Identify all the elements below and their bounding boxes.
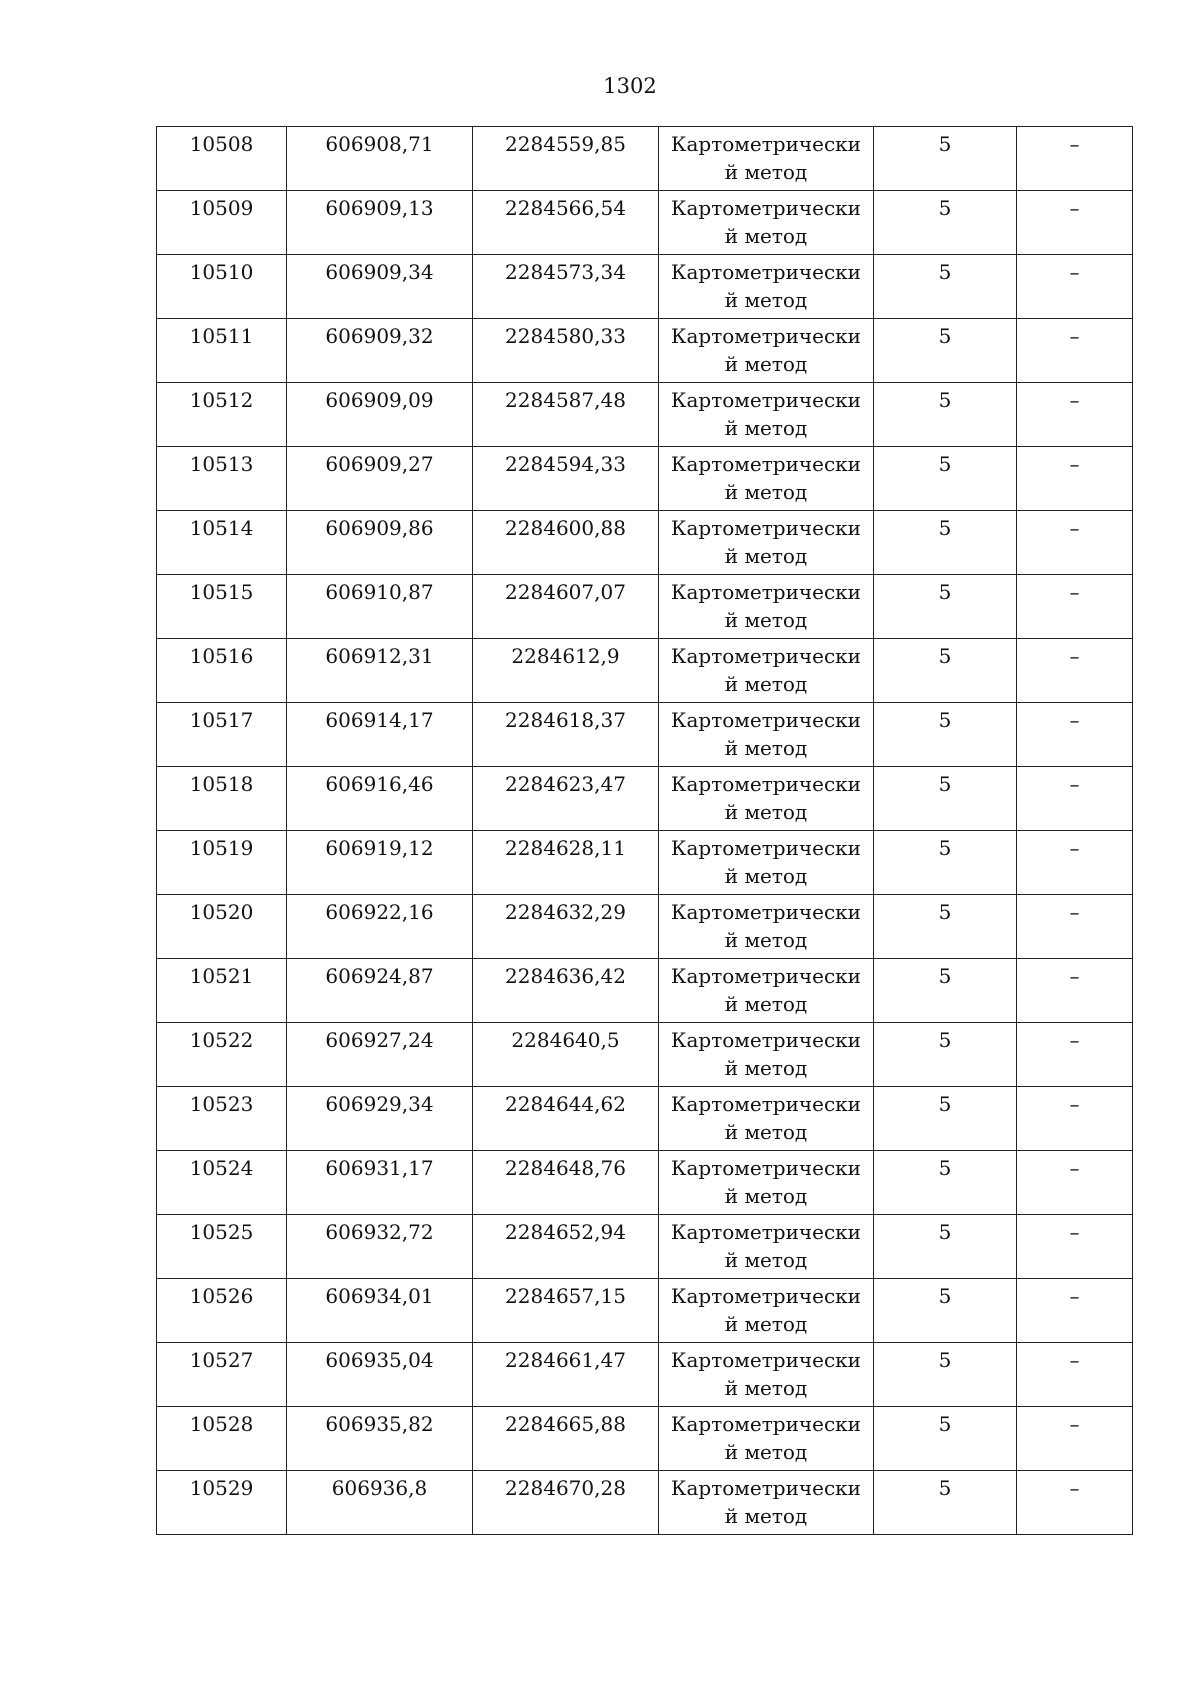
note-cell-text: –	[1069, 1092, 1080, 1116]
y-coordinate-cell-text: 2284665,88	[505, 1412, 626, 1436]
point-id-cell	[157, 383, 287, 447]
y-coordinate-cell	[473, 1343, 659, 1407]
note-cell	[1017, 127, 1133, 191]
accuracy-cell-text: 5	[938, 964, 952, 988]
x-coordinate-cell-text: 606935,82	[325, 1412, 434, 1436]
method-cell-text: Картометрически й метод	[671, 1412, 861, 1464]
accuracy-cell-text: 5	[938, 772, 952, 796]
note-cell	[1017, 639, 1133, 703]
accuracy-cell	[874, 1151, 1017, 1215]
y-coordinate-cell	[473, 1407, 659, 1471]
method-cell-text: Картометрически й метод	[671, 1028, 861, 1080]
accuracy-cell	[874, 1279, 1017, 1343]
accuracy-cell-text: 5	[938, 1476, 952, 1500]
x-coordinate-cell	[287, 511, 473, 575]
method-cell	[659, 959, 874, 1023]
note-cell-text: –	[1069, 516, 1080, 540]
accuracy-cell	[874, 575, 1017, 639]
point-id-cell	[157, 255, 287, 319]
accuracy-cell	[874, 255, 1017, 319]
method-cell	[659, 1343, 874, 1407]
x-coordinate-cell	[287, 1215, 473, 1279]
accuracy-cell-text: 5	[938, 1412, 952, 1436]
y-coordinate-cell	[473, 767, 659, 831]
x-coordinate-cell	[287, 703, 473, 767]
point-id-cell-text: 10508	[189, 132, 254, 156]
accuracy-cell-text: 5	[938, 644, 952, 668]
accuracy-cell	[874, 447, 1017, 511]
y-coordinate-cell-text: 2284652,94	[505, 1220, 626, 1244]
note-cell	[1017, 1087, 1133, 1151]
point-id-cell	[157, 1343, 287, 1407]
note-cell	[1017, 767, 1133, 831]
point-id-cell	[157, 127, 287, 191]
method-cell	[659, 1471, 874, 1535]
x-coordinate-cell-text: 606912,31	[325, 644, 434, 668]
method-cell-text: Картометрически й метод	[671, 388, 861, 440]
y-coordinate-cell	[473, 1023, 659, 1087]
y-coordinate-cell-text: 2284607,07	[505, 580, 626, 604]
note-cell	[1017, 1471, 1133, 1535]
table-row	[157, 1215, 1133, 1279]
accuracy-cell-text: 5	[938, 900, 952, 924]
table-row	[157, 191, 1133, 255]
point-id-cell-text: 10519	[189, 836, 254, 860]
note-cell-text: –	[1069, 644, 1080, 668]
x-coordinate-cell-text: 606932,72	[325, 1220, 434, 1244]
y-coordinate-cell-text: 2284640,5	[511, 1028, 620, 1052]
y-coordinate-cell-text: 2284623,47	[505, 772, 626, 796]
method-cell	[659, 1279, 874, 1343]
note-cell-text: –	[1069, 1476, 1080, 1500]
point-id-cell-text: 10516	[189, 644, 254, 668]
method-cell-text: Картометрически й метод	[671, 516, 861, 568]
x-coordinate-cell-text: 606908,71	[325, 132, 434, 156]
accuracy-cell	[874, 511, 1017, 575]
method-cell	[659, 767, 874, 831]
accuracy-cell-text: 5	[938, 388, 952, 412]
accuracy-cell	[874, 703, 1017, 767]
x-coordinate-cell-text: 606924,87	[325, 964, 434, 988]
point-id-cell-text: 10522	[189, 1028, 254, 1052]
note-cell-text: –	[1069, 964, 1080, 988]
table-row	[157, 1151, 1133, 1215]
x-coordinate-cell	[287, 1343, 473, 1407]
method-cell	[659, 511, 874, 575]
table-row	[157, 1407, 1133, 1471]
x-coordinate-cell	[287, 383, 473, 447]
note-cell-text: –	[1069, 1220, 1080, 1244]
note-cell-text: –	[1069, 1348, 1080, 1372]
method-cell-text: Картометрически й метод	[671, 1220, 861, 1272]
y-coordinate-cell-text: 2284587,48	[505, 388, 626, 412]
y-coordinate-cell	[473, 831, 659, 895]
x-coordinate-cell	[287, 319, 473, 383]
note-cell-text: –	[1069, 196, 1080, 220]
x-coordinate-cell	[287, 1279, 473, 1343]
accuracy-cell-text: 5	[938, 324, 952, 348]
y-coordinate-cell	[473, 383, 659, 447]
point-id-cell	[157, 1471, 287, 1535]
accuracy-cell	[874, 1215, 1017, 1279]
accuracy-cell	[874, 831, 1017, 895]
x-coordinate-cell-text: 606909,27	[325, 452, 434, 476]
method-cell-text: Картометрически й метод	[671, 452, 861, 504]
y-coordinate-cell-text: 2284559,85	[505, 132, 626, 156]
y-coordinate-cell-text: 2284648,76	[505, 1156, 626, 1180]
method-cell-text: Картометрически й метод	[671, 900, 861, 952]
x-coordinate-cell	[287, 1087, 473, 1151]
point-id-cell-text: 10527	[189, 1348, 254, 1372]
table-row	[157, 639, 1133, 703]
x-coordinate-cell-text: 606919,12	[325, 836, 434, 860]
method-cell-text: Картометрически й метод	[671, 1284, 861, 1336]
point-id-cell-text: 10517	[189, 708, 254, 732]
x-coordinate-cell	[287, 639, 473, 703]
accuracy-cell-text: 5	[938, 580, 952, 604]
accuracy-cell	[874, 319, 1017, 383]
method-cell-text: Картометрически й метод	[671, 1476, 861, 1528]
x-coordinate-cell-text: 606929,34	[325, 1092, 434, 1116]
y-coordinate-cell	[473, 1471, 659, 1535]
x-coordinate-cell	[287, 959, 473, 1023]
y-coordinate-cell	[473, 959, 659, 1023]
y-coordinate-cell-text: 2284594,33	[505, 452, 626, 476]
y-coordinate-cell	[473, 575, 659, 639]
note-cell-text: –	[1069, 324, 1080, 348]
method-cell	[659, 639, 874, 703]
point-id-cell-text: 10509	[189, 196, 254, 220]
point-id-cell	[157, 1087, 287, 1151]
x-coordinate-cell	[287, 767, 473, 831]
accuracy-cell-text: 5	[938, 1284, 952, 1308]
accuracy-cell-text: 5	[938, 1348, 952, 1372]
x-coordinate-cell	[287, 831, 473, 895]
point-id-cell-text: 10521	[189, 964, 254, 988]
accuracy-cell	[874, 1471, 1017, 1535]
accuracy-cell-text: 5	[938, 196, 952, 220]
note-cell-text: –	[1069, 452, 1080, 476]
accuracy-cell	[874, 895, 1017, 959]
accuracy-cell	[874, 767, 1017, 831]
accuracy-cell-text: 5	[938, 516, 952, 540]
method-cell-text: Картометрически й метод	[671, 1348, 861, 1400]
y-coordinate-cell-text: 2284644,62	[505, 1092, 626, 1116]
accuracy-cell-text: 5	[938, 1092, 952, 1116]
x-coordinate-cell-text: 606935,04	[325, 1348, 434, 1372]
method-cell	[659, 255, 874, 319]
accuracy-cell	[874, 1087, 1017, 1151]
point-id-cell	[157, 191, 287, 255]
point-id-cell-text: 10510	[189, 260, 254, 284]
accuracy-cell-text: 5	[938, 1156, 952, 1180]
y-coordinate-cell-text: 2284580,33	[505, 324, 626, 348]
table-row	[157, 1471, 1133, 1535]
y-coordinate-cell	[473, 703, 659, 767]
note-cell	[1017, 703, 1133, 767]
method-cell-text: Картометрически й метод	[671, 836, 861, 888]
y-coordinate-cell	[473, 255, 659, 319]
x-coordinate-cell	[287, 1151, 473, 1215]
y-coordinate-cell	[473, 639, 659, 703]
point-id-cell	[157, 639, 287, 703]
point-id-cell	[157, 511, 287, 575]
point-id-cell	[157, 831, 287, 895]
x-coordinate-cell-text: 606909,32	[325, 324, 434, 348]
accuracy-cell-text: 5	[938, 132, 952, 156]
x-coordinate-cell-text: 606914,17	[325, 708, 434, 732]
method-cell	[659, 319, 874, 383]
x-coordinate-cell-text: 606909,09	[325, 388, 434, 412]
method-cell	[659, 1407, 874, 1471]
table-row	[157, 127, 1133, 191]
page-number: 1302	[603, 74, 657, 98]
method-cell	[659, 127, 874, 191]
x-coordinate-cell	[287, 447, 473, 511]
accuracy-cell-text: 5	[938, 1220, 952, 1244]
point-id-cell	[157, 447, 287, 511]
accuracy-cell	[874, 1023, 1017, 1087]
coordinates-table-body	[157, 127, 1133, 1535]
method-cell	[659, 895, 874, 959]
method-cell-text: Картометрически й метод	[671, 260, 861, 312]
point-id-cell	[157, 959, 287, 1023]
point-id-cell-text: 10514	[189, 516, 254, 540]
method-cell-text: Картометрически й метод	[671, 132, 861, 184]
note-cell	[1017, 1215, 1133, 1279]
note-cell-text: –	[1069, 260, 1080, 284]
point-id-cell	[157, 1407, 287, 1471]
table-row	[157, 383, 1133, 447]
y-coordinate-cell-text: 2284612,9	[511, 644, 620, 668]
method-cell-text: Картометрически й метод	[671, 1092, 861, 1144]
method-cell	[659, 831, 874, 895]
method-cell	[659, 383, 874, 447]
note-cell	[1017, 1151, 1133, 1215]
y-coordinate-cell	[473, 191, 659, 255]
note-cell	[1017, 1343, 1133, 1407]
point-id-cell	[157, 575, 287, 639]
note-cell-text: –	[1069, 580, 1080, 604]
note-cell	[1017, 575, 1133, 639]
accuracy-cell	[874, 191, 1017, 255]
accuracy-cell-text: 5	[938, 836, 952, 860]
point-id-cell-text: 10520	[189, 900, 254, 924]
point-id-cell	[157, 1151, 287, 1215]
accuracy-cell	[874, 959, 1017, 1023]
note-cell	[1017, 831, 1133, 895]
method-cell	[659, 1087, 874, 1151]
point-id-cell-text: 10513	[189, 452, 254, 476]
note-cell-text: –	[1069, 836, 1080, 860]
point-id-cell	[157, 895, 287, 959]
point-id-cell-text: 10511	[189, 324, 254, 348]
x-coordinate-cell-text: 606909,13	[325, 196, 434, 220]
y-coordinate-cell-text: 2284636,42	[505, 964, 626, 988]
y-coordinate-cell	[473, 895, 659, 959]
table-row	[157, 703, 1133, 767]
accuracy-cell-text: 5	[938, 1028, 952, 1052]
note-cell	[1017, 319, 1133, 383]
note-cell-text: –	[1069, 1156, 1080, 1180]
note-cell	[1017, 1407, 1133, 1471]
note-cell	[1017, 447, 1133, 511]
note-cell-text: –	[1069, 1028, 1080, 1052]
x-coordinate-cell-text: 606909,86	[325, 516, 434, 540]
method-cell-text: Картометрически й метод	[671, 644, 861, 696]
y-coordinate-cell-text: 2284618,37	[505, 708, 626, 732]
accuracy-cell	[874, 1407, 1017, 1471]
point-id-cell-text: 10518	[189, 772, 254, 796]
y-coordinate-cell-text: 2284566,54	[505, 196, 626, 220]
y-coordinate-cell-text: 2284670,28	[505, 1476, 626, 1500]
table-row	[157, 1023, 1133, 1087]
method-cell-text: Картометрически й метод	[671, 324, 861, 376]
table-row	[157, 511, 1133, 575]
note-cell	[1017, 191, 1133, 255]
method-cell-text: Картометрически й метод	[671, 708, 861, 760]
x-coordinate-cell	[287, 255, 473, 319]
y-coordinate-cell	[473, 127, 659, 191]
method-cell-text: Картометрически й метод	[671, 772, 861, 824]
table-row	[157, 1087, 1133, 1151]
method-cell	[659, 191, 874, 255]
note-cell	[1017, 255, 1133, 319]
x-coordinate-cell-text: 606927,24	[325, 1028, 434, 1052]
y-coordinate-cell-text: 2284628,11	[505, 836, 626, 860]
y-coordinate-cell	[473, 1151, 659, 1215]
method-cell	[659, 1151, 874, 1215]
table-row	[157, 319, 1133, 383]
table-row	[157, 255, 1133, 319]
y-coordinate-cell-text: 2284661,47	[505, 1348, 626, 1372]
point-id-cell	[157, 1215, 287, 1279]
point-id-cell-text: 10523	[189, 1092, 254, 1116]
table-row	[157, 895, 1133, 959]
point-id-cell-text: 10524	[189, 1156, 254, 1180]
method-cell	[659, 447, 874, 511]
y-coordinate-cell-text: 2284600,88	[505, 516, 626, 540]
note-cell-text: –	[1069, 388, 1080, 412]
x-coordinate-cell	[287, 1023, 473, 1087]
x-coordinate-cell-text: 606922,16	[325, 900, 434, 924]
accuracy-cell	[874, 639, 1017, 703]
note-cell	[1017, 1279, 1133, 1343]
point-id-cell-text: 10528	[189, 1412, 254, 1436]
table-row	[157, 447, 1133, 511]
note-cell	[1017, 1023, 1133, 1087]
point-id-cell	[157, 767, 287, 831]
x-coordinate-cell-text: 606936,8	[331, 1476, 428, 1500]
y-coordinate-cell-text: 2284632,29	[505, 900, 626, 924]
table-row	[157, 1343, 1133, 1407]
method-cell	[659, 1023, 874, 1087]
accuracy-cell	[874, 127, 1017, 191]
point-id-cell-text: 10515	[189, 580, 254, 604]
method-cell-text: Картометрически й метод	[671, 964, 861, 1016]
point-id-cell-text: 10526	[189, 1284, 254, 1308]
note-cell	[1017, 511, 1133, 575]
note-cell	[1017, 959, 1133, 1023]
table-row	[157, 959, 1133, 1023]
method-cell-text: Картометрически й метод	[671, 1156, 861, 1208]
x-coordinate-cell	[287, 575, 473, 639]
x-coordinate-cell-text: 606934,01	[325, 1284, 434, 1308]
y-coordinate-cell	[473, 1087, 659, 1151]
x-coordinate-cell-text: 606916,46	[325, 772, 434, 796]
y-coordinate-cell	[473, 511, 659, 575]
x-coordinate-cell-text: 606909,34	[325, 260, 434, 284]
method-cell-text: Картометрически й метод	[671, 196, 861, 248]
note-cell	[1017, 383, 1133, 447]
point-id-cell	[157, 319, 287, 383]
note-cell-text: –	[1069, 1412, 1080, 1436]
x-coordinate-cell-text: 606931,17	[325, 1156, 434, 1180]
y-coordinate-cell	[473, 319, 659, 383]
point-id-cell	[157, 1279, 287, 1343]
note-cell-text: –	[1069, 900, 1080, 924]
point-id-cell	[157, 1023, 287, 1087]
method-cell	[659, 575, 874, 639]
x-coordinate-cell-text: 606910,87	[325, 580, 434, 604]
method-cell	[659, 703, 874, 767]
y-coordinate-cell-text: 2284573,34	[505, 260, 626, 284]
accuracy-cell	[874, 1343, 1017, 1407]
point-id-cell-text: 10512	[189, 388, 254, 412]
point-id-cell	[157, 703, 287, 767]
x-coordinate-cell	[287, 127, 473, 191]
coordinates-table	[156, 126, 1133, 1535]
table-row	[157, 1279, 1133, 1343]
accuracy-cell-text: 5	[938, 452, 952, 476]
y-coordinate-cell	[473, 447, 659, 511]
accuracy-cell-text: 5	[938, 708, 952, 732]
x-coordinate-cell	[287, 895, 473, 959]
y-coordinate-cell	[473, 1215, 659, 1279]
note-cell-text: –	[1069, 772, 1080, 796]
point-id-cell-text: 10525	[189, 1220, 254, 1244]
note-cell-text: –	[1069, 1284, 1080, 1308]
x-coordinate-cell	[287, 1407, 473, 1471]
x-coordinate-cell	[287, 1471, 473, 1535]
table-row	[157, 575, 1133, 639]
method-cell-text: Картометрически й метод	[671, 580, 861, 632]
y-coordinate-cell	[473, 1279, 659, 1343]
point-id-cell-text: 10529	[189, 1476, 254, 1500]
method-cell	[659, 1215, 874, 1279]
note-cell	[1017, 895, 1133, 959]
table-row	[157, 767, 1133, 831]
note-cell-text: –	[1069, 708, 1080, 732]
note-cell-text: –	[1069, 132, 1080, 156]
accuracy-cell	[874, 383, 1017, 447]
y-coordinate-cell-text: 2284657,15	[505, 1284, 626, 1308]
accuracy-cell-text: 5	[938, 260, 952, 284]
table-row	[157, 831, 1133, 895]
x-coordinate-cell	[287, 191, 473, 255]
